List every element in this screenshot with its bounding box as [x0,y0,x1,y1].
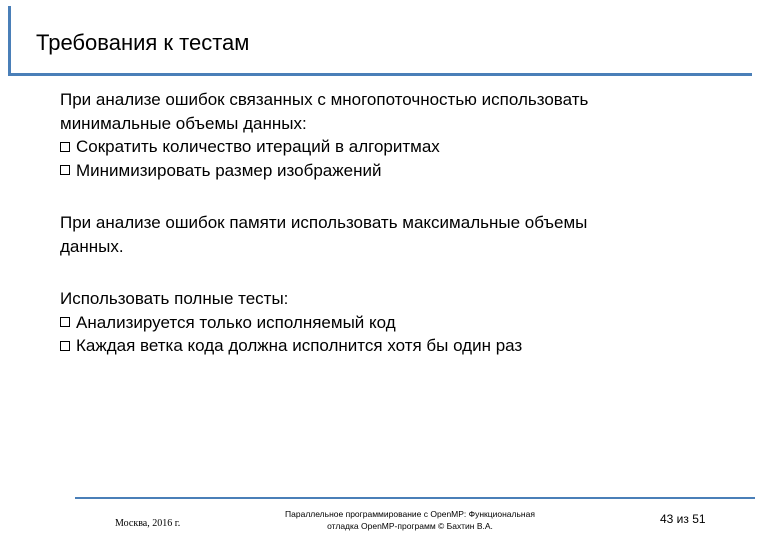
paragraph-block-2 [60,211,740,258]
title-accent-bar-horizontal [8,73,752,76]
footer-course-info [250,508,570,532]
bullet-item [60,135,740,159]
hollow-square-icon [60,165,70,175]
paragraph-block-3 [60,287,740,358]
slide-title: Требования к тестам [36,30,250,55]
bullet-text: Каждая ветка кода должна исполнится хотя бы один раз [76,336,523,355]
bullet-item [60,334,740,358]
paragraph-2-line-1: При анализе ошибок памяти использовать максимальные объемы [60,213,588,232]
slide-content [60,88,740,358]
paragraph-2-line-2: данных. [60,236,124,256]
bullet-text: Сократить количество итераций в алгоритмах [76,137,440,156]
bullet-text: Минимизировать размер изображений [76,160,382,180]
title-accent-bar-vertical [8,6,11,76]
paragraph-3-line-1: Использовать полные тесты: [60,289,289,308]
page-number: 43 из 51 [660,512,706,526]
footer-location-date: Москва, 2016 г. [115,518,181,529]
paragraph-block-1 [60,88,740,182]
hollow-square-icon [60,317,70,327]
spacer [60,182,740,211]
footer-course-line-1: Параллельное программирование с OpenMP: Функциональная [285,509,535,519]
paragraph-1-line-2: минимальные объемы данных: [60,113,307,133]
footer-divider [75,497,755,499]
footer-course-line-2: отладка OpenMP-программ © Бахтин В.А. [327,521,493,531]
spacer [60,258,740,287]
hollow-square-icon [60,142,70,152]
bullet-text: Анализируется только исполняемый код [76,312,396,332]
bullet-item [60,159,740,183]
bullet-item [60,311,740,335]
paragraph-1-line-1: При анализе ошибок связанных с многопоточностью использовать [60,90,589,109]
hollow-square-icon [60,341,70,351]
